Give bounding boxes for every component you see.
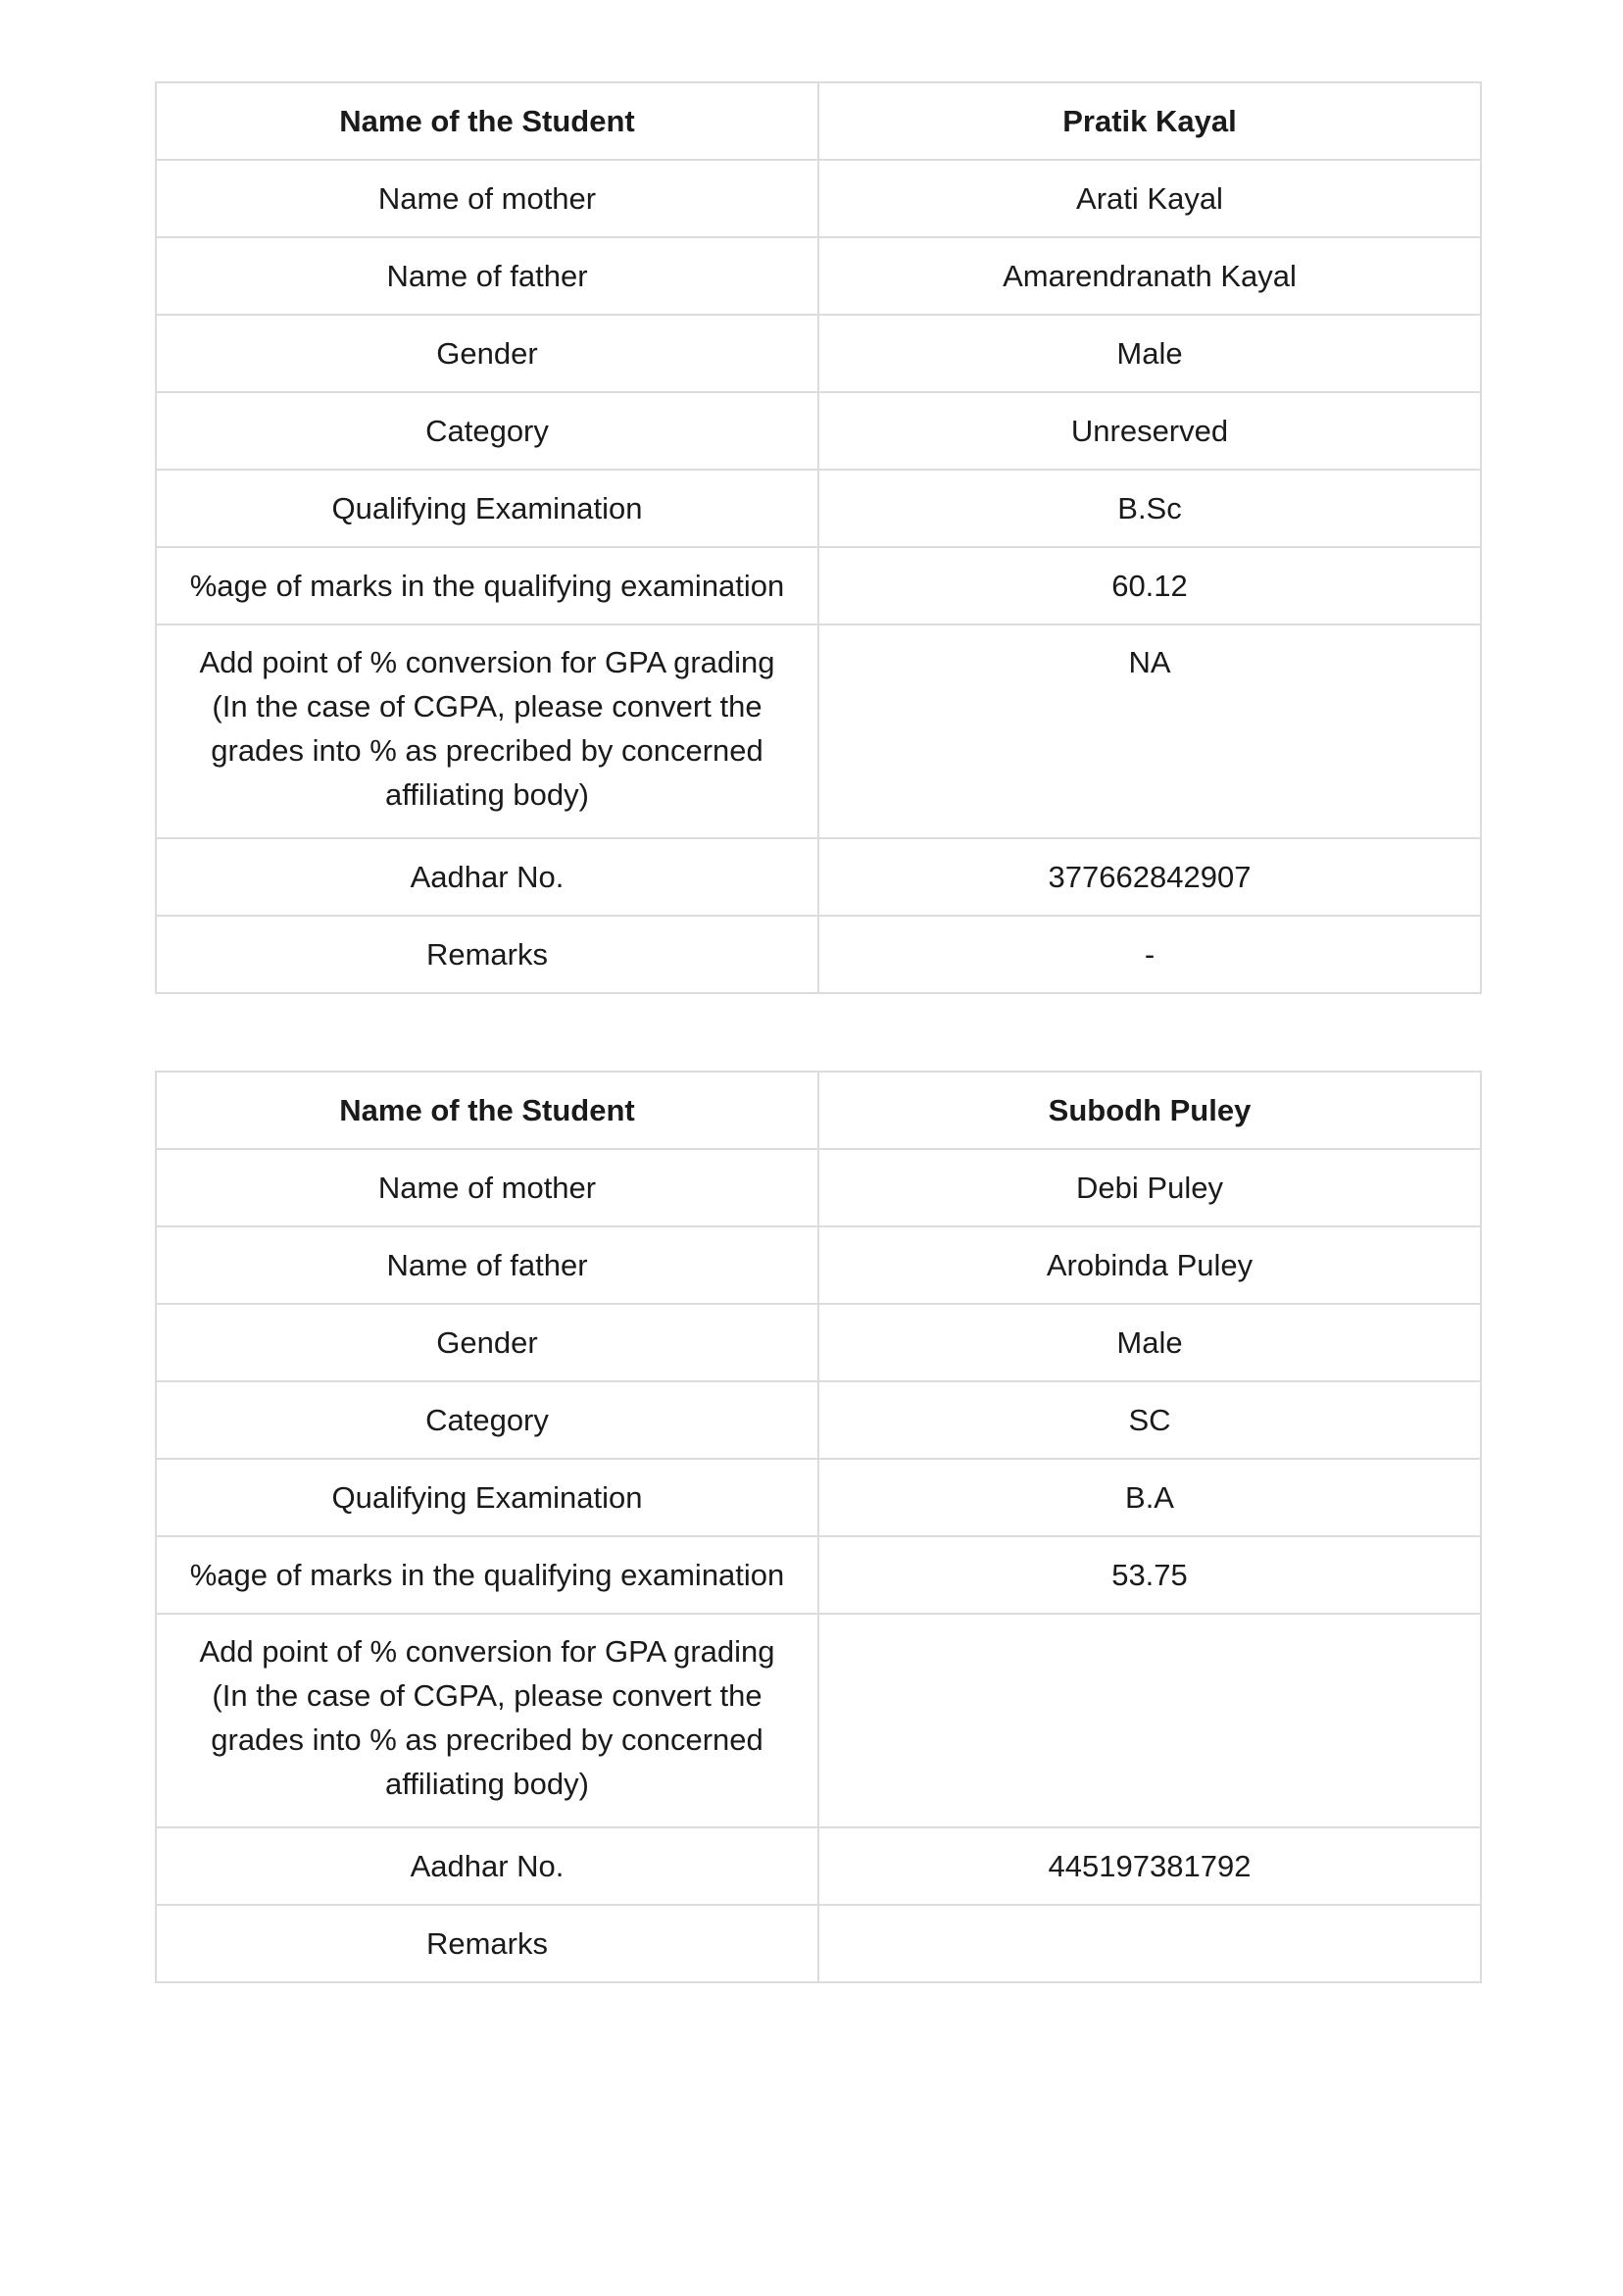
table-row — [156, 838, 1481, 916]
table-row — [156, 624, 1481, 838]
field-label: Qualifying Examination — [156, 470, 818, 547]
field-value: NA — [818, 624, 1481, 838]
field-value: B.A — [818, 1459, 1481, 1536]
field-value: Male — [818, 1304, 1481, 1381]
table-row — [156, 160, 1481, 237]
field-label: %age of marks in the qualifying examination — [156, 547, 818, 624]
field-label: Add point of % conversion for GPA grading (In the case of CGPA, please convert the grades into % as precribed by concerned affiliating body) — [156, 1614, 818, 1827]
field-value: Unreserved — [818, 392, 1481, 470]
field-value: Arobinda Puley — [818, 1226, 1481, 1304]
field-label: Gender — [156, 315, 818, 392]
table-row — [156, 392, 1481, 470]
field-label: Qualifying Examination — [156, 1459, 818, 1536]
field-value: Male — [818, 315, 1481, 392]
field-value: Amarendranath Kayal — [818, 237, 1481, 315]
field-value: 60.12 — [818, 547, 1481, 624]
table-row — [156, 470, 1481, 547]
field-label: Name of mother — [156, 160, 818, 237]
field-label: Aadhar No. — [156, 1827, 818, 1905]
table-row — [156, 1304, 1481, 1381]
table-row — [156, 82, 1481, 160]
student-name-value: Subodh Puley — [818, 1072, 1481, 1149]
student-record-table — [155, 1071, 1482, 1983]
field-label: Add point of % conversion for GPA grading (In the case of CGPA, please convert the grades into % as precribed by concerned affiliating body) — [156, 624, 818, 838]
table-row — [156, 1827, 1481, 1905]
field-value: 445197381792 — [818, 1827, 1481, 1905]
table-row — [156, 916, 1481, 993]
field-value: 53.75 — [818, 1536, 1481, 1614]
field-label: Category — [156, 1381, 818, 1459]
table-row — [156, 1459, 1481, 1536]
field-label: Remarks — [156, 1905, 818, 1982]
field-value — [818, 1905, 1481, 1982]
student-name-value: Pratik Kayal — [818, 82, 1481, 160]
field-value: B.Sc — [818, 470, 1481, 547]
field-label: Category — [156, 392, 818, 470]
field-value: 377662842907 — [818, 838, 1481, 916]
table-row — [156, 1536, 1481, 1614]
field-label: Name of the Student — [156, 1072, 818, 1149]
field-label: Name of mother — [156, 1149, 818, 1226]
table-row — [156, 1614, 1481, 1827]
field-label: Gender — [156, 1304, 818, 1381]
field-label: Name of the Student — [156, 82, 818, 160]
field-label: %age of marks in the qualifying examination — [156, 1536, 818, 1614]
field-label: Name of father — [156, 1226, 818, 1304]
table-row — [156, 1905, 1481, 1982]
field-value: SC — [818, 1381, 1481, 1459]
table-row — [156, 315, 1481, 392]
field-label: Aadhar No. — [156, 838, 818, 916]
field-value: - — [818, 916, 1481, 993]
field-value: Arati Kayal — [818, 160, 1481, 237]
table-row — [156, 1381, 1481, 1459]
table-row — [156, 547, 1481, 624]
field-label: Remarks — [156, 916, 818, 993]
field-value: Debi Puley — [818, 1149, 1481, 1226]
student-record-table — [155, 81, 1482, 994]
field-label: Name of father — [156, 237, 818, 315]
table-row — [156, 1072, 1481, 1149]
table-row — [156, 237, 1481, 315]
field-value — [818, 1614, 1481, 1827]
table-row — [156, 1226, 1481, 1304]
table-row — [156, 1149, 1481, 1226]
